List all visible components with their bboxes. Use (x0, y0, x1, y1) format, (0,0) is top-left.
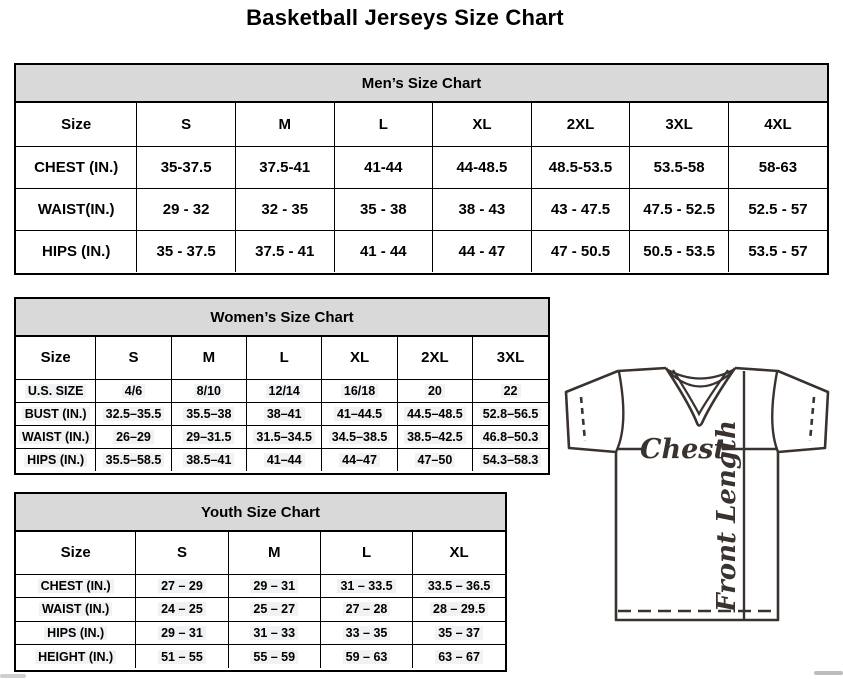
measurement-value: 33 – 35 (320, 621, 412, 645)
womens-size-chart-panel (14, 297, 550, 475)
measurement-value: 35 – 37 (413, 621, 505, 645)
size-column-header: 3XL (473, 337, 548, 379)
measurement-value: 43 - 47.5 (531, 188, 630, 230)
measurement-value: 47.5 - 52.5 (630, 188, 729, 230)
size-column-header: M (228, 532, 320, 574)
size-column-header: XL (433, 103, 532, 146)
measurement-value: 26–29 (96, 425, 171, 448)
measurement-value: 29 – 31 (136, 621, 228, 645)
size-corner-header: Size (16, 532, 136, 574)
measurement-row (16, 188, 827, 230)
measurement-value: 25 – 27 (228, 598, 320, 622)
horizontal-scrollbar-fragment-right[interactable] (814, 671, 843, 675)
measurement-value: 48.5-53.5 (531, 146, 630, 188)
measurement-value: 35 - 37.5 (137, 230, 236, 272)
measurement-value: 35-37.5 (137, 146, 236, 188)
chest-label: Chest (640, 434, 726, 465)
measurement-value: 20 (397, 379, 472, 402)
womens-size-table (16, 337, 548, 471)
measurement-value: 37.5-41 (235, 146, 334, 188)
measurement-value: 44–47 (322, 448, 397, 471)
measurement-value: 35 - 38 (334, 188, 433, 230)
mens-size-table (16, 103, 827, 272)
measurement-label: WAIST(IN.) (16, 188, 137, 230)
size-header-row (16, 337, 548, 379)
size-column-header: L (247, 337, 322, 379)
measurement-value: 50.5 - 53.5 (630, 230, 729, 272)
measurement-value: 29 – 31 (228, 574, 320, 598)
measurement-label: U.S. SIZE (16, 379, 96, 402)
size-column-header: M (171, 337, 246, 379)
measurement-value: 55 – 59 (228, 645, 320, 669)
measurement-value: 16/18 (322, 379, 397, 402)
measurement-value: 41–44.5 (322, 402, 397, 425)
measurement-value: 27 – 28 (320, 598, 412, 622)
measurement-value: 31 – 33.5 (320, 574, 412, 598)
measurement-value: 38 - 43 (433, 188, 532, 230)
measurement-value: 52.8–56.5 (473, 402, 548, 425)
measurement-row (16, 598, 505, 622)
measurement-value: 47 - 50.5 (531, 230, 630, 272)
measurement-value: 58-63 (728, 146, 827, 188)
size-column-header: XL (413, 532, 505, 574)
size-corner-header: Size (16, 337, 96, 379)
size-column-header: S (96, 337, 171, 379)
jersey-measurement-diagram (555, 360, 843, 640)
youth-size-chart-panel (14, 492, 507, 672)
measurement-row (16, 146, 827, 188)
measurement-label: WAIST (IN.) (16, 598, 136, 622)
measurement-value: 38.5–42.5 (397, 425, 472, 448)
measurement-label: HIPS (IN.) (16, 230, 137, 272)
size-corner-header: Size (16, 103, 137, 146)
measurement-row (16, 425, 548, 448)
measurement-label: CHEST (IN.) (16, 146, 137, 188)
measurement-value: 27 – 29 (136, 574, 228, 598)
size-column-header: L (334, 103, 433, 146)
measurement-value: 28 – 29.5 (413, 598, 505, 622)
measurement-label: WAIST (IN.) (16, 425, 96, 448)
measurement-value: 35.5–38 (171, 402, 246, 425)
size-column-header: 2XL (397, 337, 472, 379)
measurement-row (16, 621, 505, 645)
measurement-value: 31 – 33 (228, 621, 320, 645)
measurement-row (16, 574, 505, 598)
measurement-label: BUST (IN.) (16, 402, 96, 425)
womens-size-chart-title: Women’s Size Chart (16, 299, 548, 337)
measurement-value: 44.5–48.5 (397, 402, 472, 425)
mens-size-chart-panel (14, 63, 829, 275)
size-column-header: 4XL (728, 103, 827, 146)
measurement-value: 63 – 67 (413, 645, 505, 669)
measurement-value: 41 - 44 (334, 230, 433, 272)
measurement-value: 59 – 63 (320, 645, 412, 669)
size-column-header: 3XL (630, 103, 729, 146)
measurement-value: 54.3–58.3 (473, 448, 548, 471)
size-header-row (16, 103, 827, 146)
measurement-value: 38–41 (247, 402, 322, 425)
measurement-value: 31.5–34.5 (247, 425, 322, 448)
measurement-label: HIPS (IN.) (16, 448, 96, 471)
measurement-value: 34.5–38.5 (322, 425, 397, 448)
measurement-value: 22 (473, 379, 548, 402)
measurement-value: 29 - 32 (137, 188, 236, 230)
size-column-header: S (136, 532, 228, 574)
measurement-value: 47–50 (397, 448, 472, 471)
measurement-value: 4/6 (96, 379, 171, 402)
size-column-header: L (320, 532, 412, 574)
measurement-value: 41-44 (334, 146, 433, 188)
mens-size-chart-title: Men’s Size Chart (16, 65, 827, 103)
measurement-value: 44 - 47 (433, 230, 532, 272)
measurement-value: 32.5–35.5 (96, 402, 171, 425)
measurement-value: 46.8–50.3 (473, 425, 548, 448)
size-column-header: 2XL (531, 103, 630, 146)
youth-size-table (16, 532, 505, 668)
page-title: Basketball Jerseys Size Chart (246, 5, 564, 30)
measurement-value: 8/10 (171, 379, 246, 402)
size-column-header: XL (322, 337, 397, 379)
youth-size-chart-title: Youth Size Chart (16, 494, 505, 532)
measurement-row (16, 402, 548, 425)
horizontal-scrollbar-fragment-left[interactable] (0, 674, 26, 678)
measurement-row (16, 448, 548, 471)
measurement-value: 35.5–58.5 (96, 448, 171, 471)
measurement-value: 24 – 25 (136, 598, 228, 622)
measurement-value: 41–44 (247, 448, 322, 471)
size-header-row (16, 532, 505, 574)
measurement-label: HIPS (IN.) (16, 621, 136, 645)
size-column-header: S (137, 103, 236, 146)
measurement-value: 29–31.5 (171, 425, 246, 448)
measurement-value: 12/14 (247, 379, 322, 402)
measurement-label: HEIGHT (IN.) (16, 645, 136, 669)
measurement-value: 38.5–41 (171, 448, 246, 471)
front-length-label: Front Length (712, 420, 742, 612)
measurement-row (16, 379, 548, 402)
measurement-value: 53.5-58 (630, 146, 729, 188)
measurement-value: 44-48.5 (433, 146, 532, 188)
measurement-value: 51 – 55 (136, 645, 228, 669)
measurement-label: CHEST (IN.) (16, 574, 136, 598)
measurement-row (16, 645, 505, 669)
measurement-value: 33.5 – 36.5 (413, 574, 505, 598)
measurement-value: 32 - 35 (235, 188, 334, 230)
measurement-value: 37.5 - 41 (235, 230, 334, 272)
size-column-header: M (235, 103, 334, 146)
measurement-value: 53.5 - 57 (728, 230, 827, 272)
jersey-outline (566, 368, 828, 620)
measurement-value: 52.5 - 57 (728, 188, 827, 230)
measurement-row (16, 230, 827, 272)
